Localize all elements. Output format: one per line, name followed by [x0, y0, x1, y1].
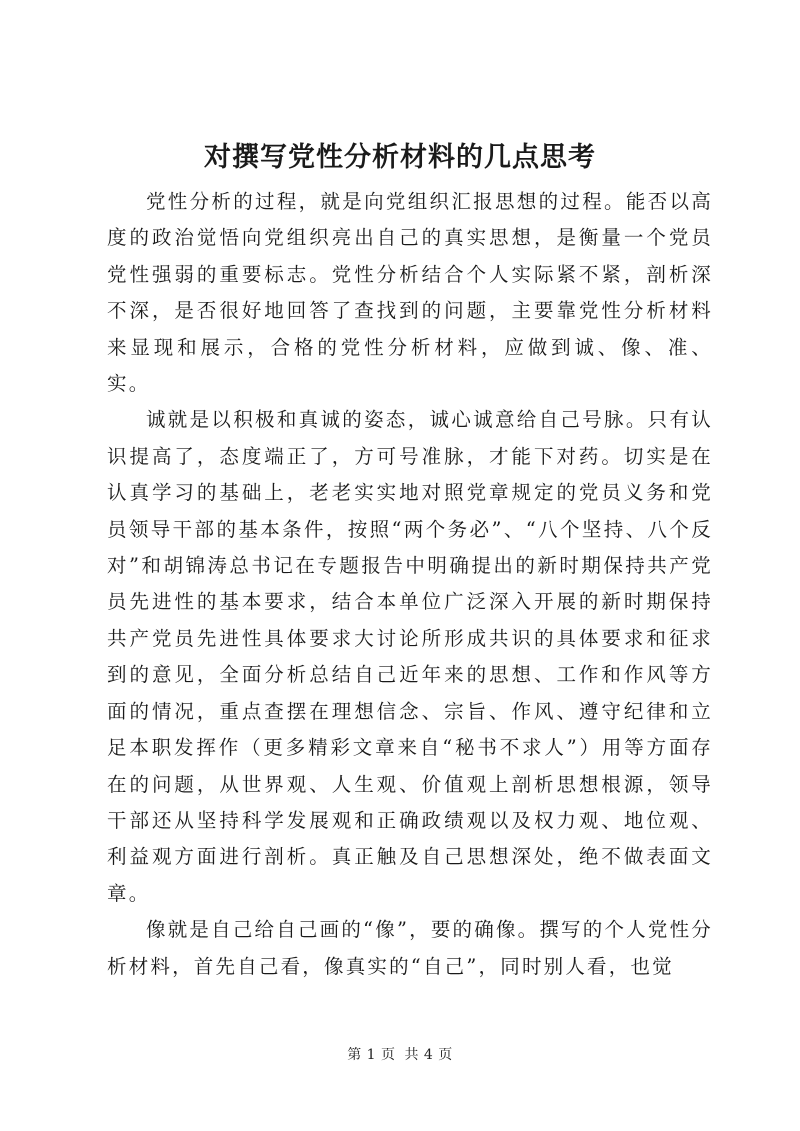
document-body — [107, 184, 713, 985]
paragraph-3: 像就是自己给自己画的“像”，要的确像。撰写的个人党性分析材料，首先自己看，像真实的“自己”，同时别人看，也觉 — [107, 918, 713, 978]
paragraph-1: 党性分析的过程，就是向党组织汇报思想的过程。能否以高度的政治觉悟向党组织亮出自己的真实思想，是衡量一个党员党性强弱的重要标志。党性分析结合个人实际紧不紧，剖析深不深，是否很好地回答了查找到的问题，主要靠党性分析材料来显现和展示，合格的党性分析材料，应做到诚、像、准、实。 — [107, 190, 713, 396]
page-number: 第 1 页 — [347, 1047, 396, 1063]
page-footer — [0, 1046, 800, 1064]
page-total: 共 4 页 — [404, 1047, 453, 1063]
document-title: 对撰写党性分析材料的几点思考 — [204, 142, 596, 173]
paragraph-2: 诚就是以积极和真诚的姿态，诚心诚意给自己号脉。只有认识提高了，态度端正了，方可号准脉，才能下对药。切实是在认真学习的基础上，老老实实地对照党章规定的党员义务和党员领导干部的基本条件，按照“两个务必”、“八个坚持、八个反对”和胡锦涛总书记在专题报告中明确提出的新时期保持共产党员先进性的基本要求，结合本单位广泛深入开展的新时期保持共产党员先进性具体要求大讨论所形成共识的具体要求和征求到的意见，全面分析总结自己近年来的思想、工作和作风等方面的情况，重点查摆在理想信念、宗旨、作风、遵守纪律和立足本职发挥作（更多精彩文章来自“秘书不求人”）用等方面存在的问题，从世界观、人生观、价值观上剖析思想根源，领导干部还从坚持科学发展观和正确政绩观以及权力观、地位观、利益观方面进行剖析。真正触及自己思想深处，绝不做表面文章。 — [107, 408, 713, 905]
